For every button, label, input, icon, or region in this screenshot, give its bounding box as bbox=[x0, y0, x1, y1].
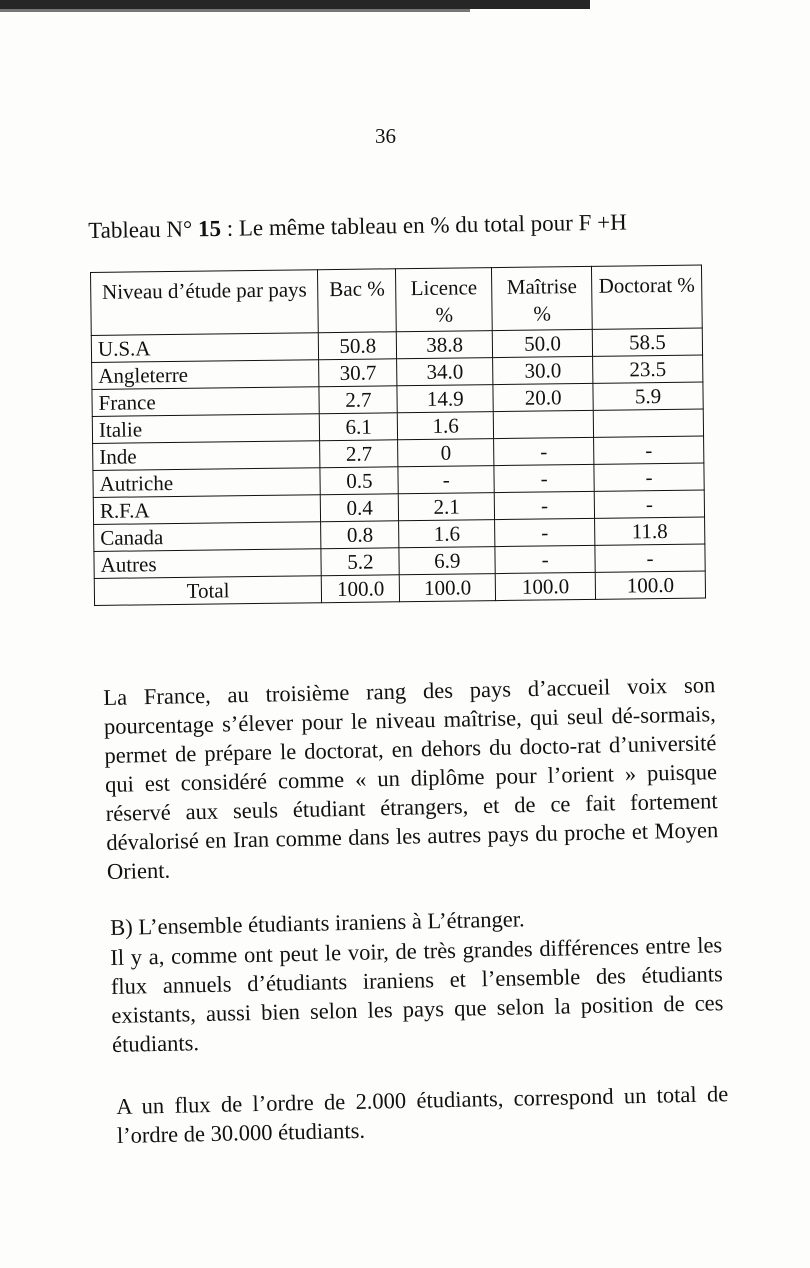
licence-cell: - bbox=[398, 466, 494, 494]
country-cell: Inde bbox=[93, 441, 321, 471]
scan-edge-mark-shadow bbox=[0, 9, 470, 12]
bac-cell: 0.5 bbox=[320, 467, 398, 495]
bac-cell: 5.2 bbox=[321, 548, 399, 576]
doctorat-cell: 58.5 bbox=[592, 328, 702, 356]
caption-suffix: : Le même tableau en % du total pour F +H bbox=[220, 209, 627, 241]
maitrise-cell: - bbox=[495, 518, 595, 546]
table-header-row bbox=[91, 265, 703, 335]
doctorat-cell: - bbox=[594, 463, 704, 491]
bac-cell: 50.8 bbox=[319, 332, 397, 360]
doctorat-cell: 11.8 bbox=[595, 517, 705, 545]
country-cell: Canada bbox=[94, 522, 322, 552]
country-cell: Italie bbox=[92, 414, 320, 444]
country-cell: Autres bbox=[94, 549, 322, 579]
maitrise-cell bbox=[493, 410, 593, 438]
bac-cell: 2.7 bbox=[320, 440, 398, 468]
scan-edge-mark bbox=[0, 0, 590, 9]
maitrise-cell: - bbox=[495, 545, 595, 573]
total-label-cell: Total bbox=[94, 576, 322, 606]
doctorat-cell: 5.9 bbox=[593, 382, 703, 410]
header-doctorat: Doctorat % bbox=[592, 265, 703, 329]
bac-cell: 2.7 bbox=[319, 386, 397, 414]
total-bac-cell: 100.0 bbox=[322, 575, 400, 603]
header-maitrise: Maîtrise % bbox=[492, 266, 593, 330]
country-cell: Angleterre bbox=[92, 360, 320, 390]
country-cell: France bbox=[92, 387, 320, 417]
section-heading-b: B) L’ensemble étudiants iraniens à L’étranger. bbox=[110, 906, 525, 940]
licence-cell: 38.8 bbox=[397, 331, 493, 359]
bac-cell: 0.4 bbox=[321, 494, 399, 522]
licence-cell: 2.1 bbox=[398, 493, 494, 521]
statistics-table bbox=[90, 265, 706, 606]
doctorat-cell: - bbox=[594, 490, 704, 518]
total-licence-cell: 100.0 bbox=[399, 574, 495, 602]
header-bac: Bac % bbox=[318, 269, 397, 333]
country-cell: R.F.A bbox=[93, 495, 321, 525]
doctorat-cell: - bbox=[595, 544, 705, 572]
maitrise-cell: - bbox=[494, 491, 594, 519]
licence-cell: 1.6 bbox=[398, 412, 494, 440]
header-level-country: Niveau d’étude par pays bbox=[91, 270, 319, 336]
bac-cell: 6.1 bbox=[320, 413, 398, 441]
paragraph-flux: A un flux de l’ordre de 2.000 étudiants, correspond un total de l’ordre de 30.000 étudiants. bbox=[116, 1081, 729, 1148]
paragraph-france: La France, au troisième rang des pays d’accueil voix son pourcentage s’élever pour le niveau maîtrise, qui seul dé-sormais, permet de prépare le doctorat, en dehors du docto-rat d’université qui est considéré comme « un diplôme pour l’orient » puisque réservé aux seuls étudiant étrangers, et de ce fait fortement dévalorisé en Iran comme dans les autres pays du proche et Moyen Orient. bbox=[103, 672, 719, 884]
country-cell: Autriche bbox=[93, 468, 321, 498]
maitrise-cell: 50.0 bbox=[492, 329, 592, 357]
maitrise-cell: 20.0 bbox=[493, 383, 593, 411]
paragraph-differences: Il y a, comme ont peut le voir, de très grandes différences entre les flux annuels d’étudiants iraniens et l’ensemble des étudiants existants, aussi bien selon les pays que selon la position de ces étudiants. bbox=[110, 932, 724, 1057]
maitrise-cell: - bbox=[494, 437, 594, 465]
page-number: 36 bbox=[375, 124, 396, 148]
licence-cell: 6.9 bbox=[399, 547, 495, 575]
caption-prefix: Tableau N° bbox=[88, 216, 199, 243]
doctorat-cell: 23.5 bbox=[593, 355, 703, 383]
licence-cell: 0 bbox=[398, 439, 494, 467]
bac-cell: 30.7 bbox=[319, 359, 397, 387]
maitrise-cell: 30.0 bbox=[493, 356, 593, 384]
doctorat-cell bbox=[593, 409, 703, 437]
statistics-table-wrapper bbox=[90, 264, 716, 606]
table-caption bbox=[88, 210, 627, 244]
maitrise-cell: - bbox=[494, 464, 594, 492]
total-doctorat-cell: 100.0 bbox=[595, 571, 705, 599]
header-licence: Licence % bbox=[396, 268, 493, 332]
doctorat-cell: - bbox=[594, 436, 704, 464]
total-maitrise-cell: 100.0 bbox=[495, 572, 595, 600]
caption-number: 15 bbox=[197, 215, 222, 242]
licence-cell: 34.0 bbox=[397, 358, 493, 386]
bac-cell: 0.8 bbox=[321, 521, 399, 549]
country-cell: U.S.A bbox=[91, 333, 319, 363]
licence-cell: 1.6 bbox=[399, 520, 495, 548]
licence-cell: 14.9 bbox=[397, 385, 493, 413]
